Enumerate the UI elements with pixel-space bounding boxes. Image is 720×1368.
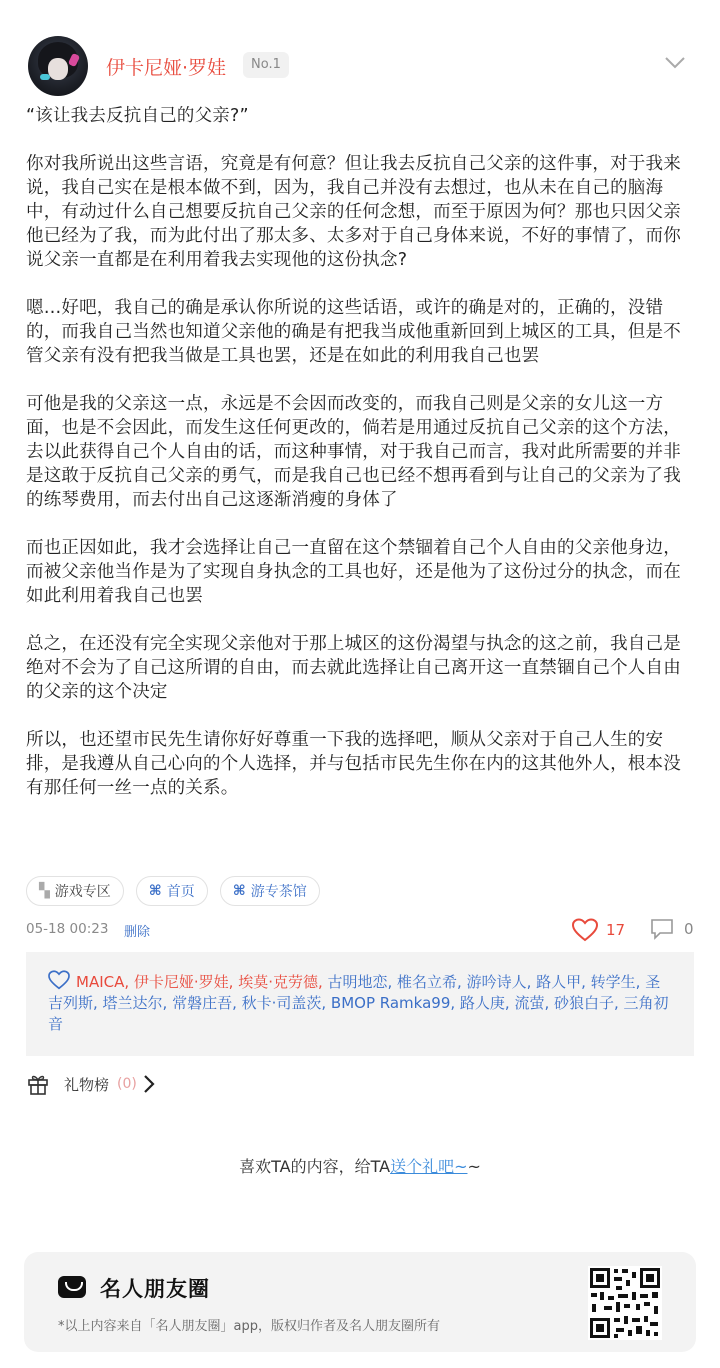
hash-icon: ⌘ [232, 883, 246, 899]
tag-label: 首页 [166, 884, 195, 900]
post-paragraph: “该让我去反抗自己的父亲?” [26, 106, 249, 126]
app-logo-icon [58, 1276, 86, 1298]
tag-home[interactable] [136, 876, 208, 906]
like-button[interactable] [572, 918, 625, 942]
qr-code-icon [588, 1266, 662, 1340]
like-count: 17 [606, 921, 626, 939]
post-body [26, 104, 698, 824]
post-paragraph: 而也正因如此，我才会选择让自己一直留在这个禁锢着自己个人自由的父亲他身边，而被父亲他当作是为了实现自身执念的工具也好，还是他为了这份过分的执念，而在如此利用着我自己也罢 [26, 538, 681, 606]
gift-cta [0, 1154, 720, 1177]
liker-names[interactable]: 古明地恋, 椎名立希, 游吟诗人, 路人甲, 转学生, 圣吉列斯, 塔兰达尔, 常磐庄吾, 秋卡·司盖茨, BMOP Ramka99, 路人庚, 流萤, 砂狼白子, 三角初音 [48, 973, 669, 1033]
footer-card [24, 1252, 696, 1352]
heart-outline-icon [48, 970, 70, 990]
timestamp: 05-18 00:23 [26, 921, 109, 937]
tag-label: 游专茶馆 [250, 884, 307, 900]
tag-label: 游戏专区 [54, 884, 111, 900]
comment-button[interactable] [650, 918, 694, 940]
tag-teahouse[interactable] [220, 876, 320, 906]
gift-ranking[interactable] [26, 1072, 155, 1096]
app-brand: 名人朋友圈 [100, 1277, 210, 1301]
post-paragraph: 可他是我的父亲这一点，永远是不会因而改变的，而我自己则是父亲的女儿这一方面，也是不会因此，而发生这任何更改的，倘若是用通过反抗自己父亲的这个方法，去以此获得自己个人自由的话，而这种事情，对于我自己而言，我对此所需要的并非是这敢于反抗自己父亲的勇气，而是我自己也已经不想再看到与让自己的父亲为了我的练琴费用，而去付出自己这逐渐消瘦的身体了 [26, 394, 681, 510]
post-paragraph: 你对我所说出这些言语，究竟是有何意？但让我去反抗自己父亲的这件事，对于我来说，我自己实在是根本做不到，因为，我自己并没有去想过，也从未在自己的脑海中，有动过什么自己想要反抗自己父亲的任何念想，而至于原因为何？那也只因父亲他已经为了我，而为此付出了那太多、太多对于自己身体来说，不好的事情了，而你说父亲一直都是在利用着我去实现他的这份执念? [26, 154, 681, 270]
post-paragraph: 总之，在还没有完全实现父亲他对于那上城区的这份渴望与执念的这之前，我自己是绝对不会为了自己这所谓的自由，而去就此选择让自己离开这一直禁锢自己个人自由的父亲的这个决定 [26, 634, 681, 702]
username[interactable]: 伊卡尼娅·罗娃 [106, 57, 227, 79]
gift-icon [26, 1072, 50, 1096]
tag-game-zone[interactable] [26, 876, 124, 906]
hash-icon: ⌘ [148, 883, 162, 899]
chevron-down-icon[interactable] [664, 56, 686, 70]
delete-button[interactable]: 删除 [124, 925, 151, 940]
comment-icon [650, 918, 674, 940]
comment-count: 0 [684, 920, 694, 938]
post-header [0, 36, 720, 96]
gift-label: 礼物榜 [64, 1075, 110, 1094]
cta-suffix: ~ [467, 1157, 481, 1176]
grid-icon: ▚ [39, 883, 50, 899]
avatar[interactable] [28, 36, 88, 96]
gift-count: (0) [117, 1076, 137, 1092]
rank-badge: No.1 [243, 52, 289, 78]
post-paragraph: 嗯…好吧，我自己的确是承认你所说的这些话语，或许的确是对的，正确的，没错的，而我自己当然也知道父亲他的确是有把我当成他重新回到上城区的工具，但是不管父亲有没有把我当做是工具也罢，还是在如此的利用我自己也罢 [26, 298, 681, 366]
likers-panel [26, 952, 694, 1056]
copyright-note: *以上内容来自「名人朋友圈」app，版权归作者及名人朋友圈所有 [58, 1319, 440, 1334]
send-gift-link[interactable]: 送个礼吧~ [390, 1157, 468, 1176]
tag-list [26, 876, 320, 906]
liker-names-highlighted[interactable]: MAICA, 伊卡尼娅·罗娃, 埃莫·克劳德, [76, 973, 328, 991]
chevron-right-icon [143, 1074, 155, 1094]
cta-text: 喜欢TA的内容，给TA [239, 1157, 391, 1176]
post-paragraph: 所以，也还望市民先生请你好好尊重一下我的选择吧，顺从父亲对于自己人生的安排，是我遵从自己心向的个人选择，并与包括市民先生你在内的这其他外人，根本没有那任何一丝一点的关系。 [26, 730, 681, 798]
heart-icon [572, 918, 598, 942]
post-meta [26, 918, 698, 942]
